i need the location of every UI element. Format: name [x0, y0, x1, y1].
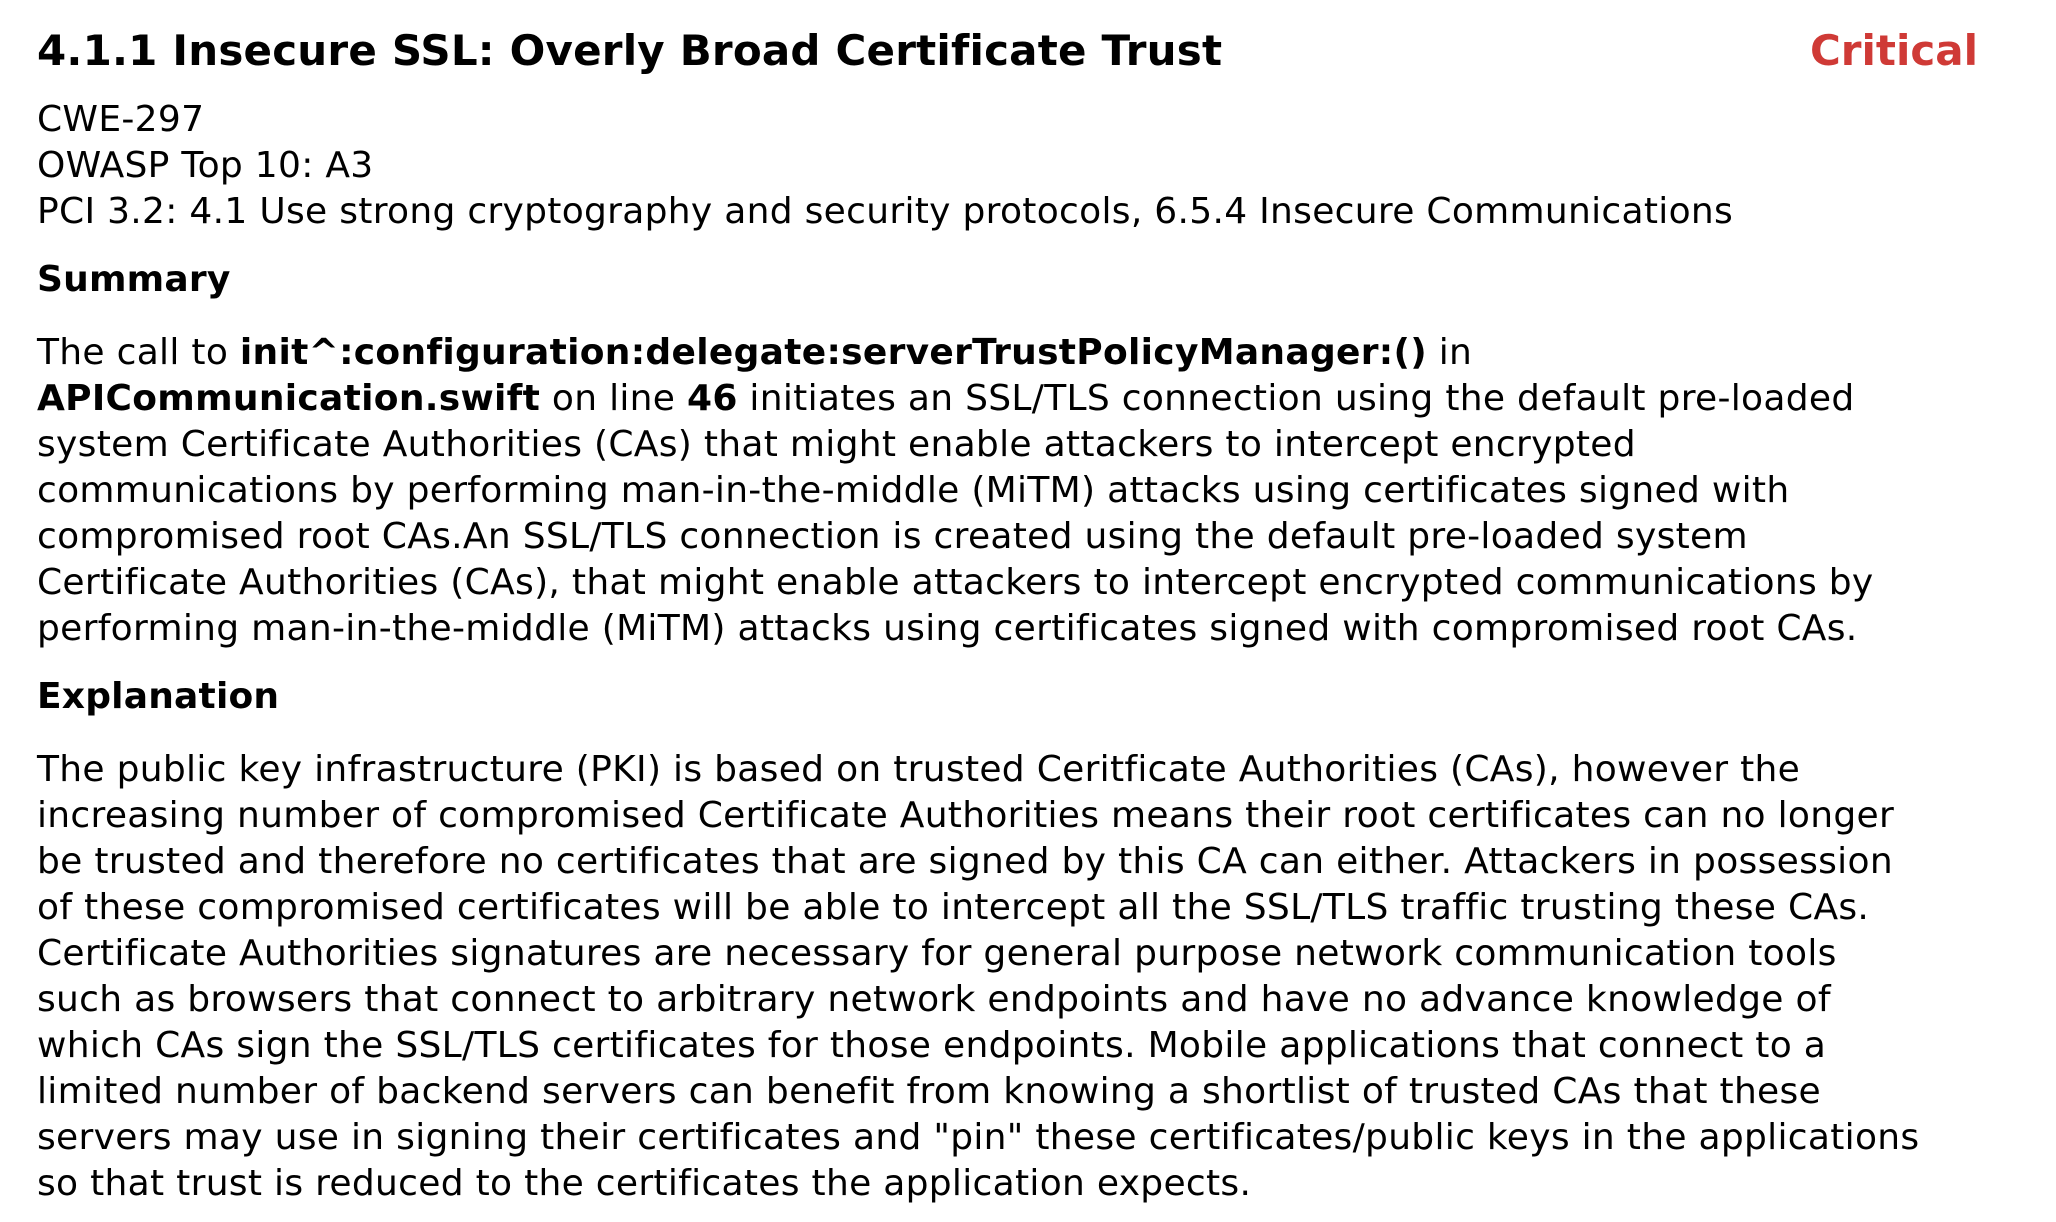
- summary-line: [37, 330, 1986, 376]
- explanation-line: which CAs sign the SSL/TLS certificates for those endpoints. Mobile applications that connect to a: [37, 1025, 1827, 1066]
- explanation-line: be trusted and therefore no certificates that are signed by this CA can either. Attackers in possession: [37, 841, 1893, 882]
- summary-line: Certificate Authorities (CAs), that might enable attackers to intercept encrypted communications by: [37, 562, 1874, 603]
- finding-header: [37, 22, 1986, 80]
- summary-intro-text: The call to: [37, 332, 240, 373]
- summary-line: performing man-in-the-middle (MiTM) attacks using certificates signed with compromised root CAs.: [37, 608, 1858, 649]
- summary-on-line-text: on line: [540, 378, 687, 419]
- explanation-line: limited number of backend servers can benefit from knowing a shortlist of trusted CAs that these: [37, 1071, 1822, 1112]
- summary-line: compromised root CAs.An SSL/TLS connection is created using the default pre-loaded system: [37, 516, 1748, 557]
- summary-line: communications by performing man-in-the-middle (MiTM) attacks using certificates signed with: [37, 470, 1790, 511]
- explanation-heading: Explanation: [37, 676, 280, 717]
- pci-reference: PCI 3.2: 4.1 Use strong cryptography and security protocols, 6.5.4 Insecure Communications: [37, 191, 1734, 232]
- explanation-line: Certificate Authorities signatures are necessary for general purpose network communication tools: [37, 933, 1837, 974]
- explanation-paragraph: [37, 747, 1986, 1207]
- summary-line-rest: initiates an SSL/TLS connection using the default pre-loaded: [737, 378, 1855, 419]
- explanation-line: increasing number of compromised Certificate Authorities means their root certificates can no longer: [37, 795, 1895, 836]
- explanation-line: servers may use in signing their certificates and "pin" these certificates/public keys in the applications: [37, 1117, 1920, 1158]
- owasp-reference: OWASP Top 10: A3: [37, 145, 374, 186]
- line-number: 46: [686, 378, 738, 419]
- severity-label: Critical: [1809, 26, 1978, 75]
- summary-paragraph: [37, 330, 1986, 652]
- explanation-line: of these compromised certificates will be able to intercept all the SSL/TLS traffic trusting these CAs.: [37, 887, 1870, 928]
- cwe-reference: CWE-297: [37, 99, 205, 140]
- explanation-line: such as browsers that connect to arbitrary network endpoints and have no advance knowledge of: [37, 979, 1831, 1020]
- summary-line: system Certificate Authorities (CAs) that might enable attackers to intercept encrypted: [37, 424, 1636, 465]
- summary-heading: Summary: [37, 259, 231, 300]
- function-name: init^:configuration:delegate:serverTrustPolicyManager:(): [239, 332, 1427, 373]
- explanation-line: The public key infrastructure (PKI) is based on trusted Ceritficate Authorities (CAs), however the: [37, 749, 1801, 790]
- summary-line: [37, 376, 1986, 422]
- file-name: APICommunication.swift: [37, 378, 541, 419]
- finding-title: 4.1.1 Insecure SSL: Overly Broad Certificate Trust: [37, 26, 1223, 75]
- explanation-line: so that trust is reduced to the certificates the application expects.: [37, 1163, 1252, 1204]
- summary-in-text: in: [1427, 332, 1473, 373]
- classification-list: [37, 97, 1986, 235]
